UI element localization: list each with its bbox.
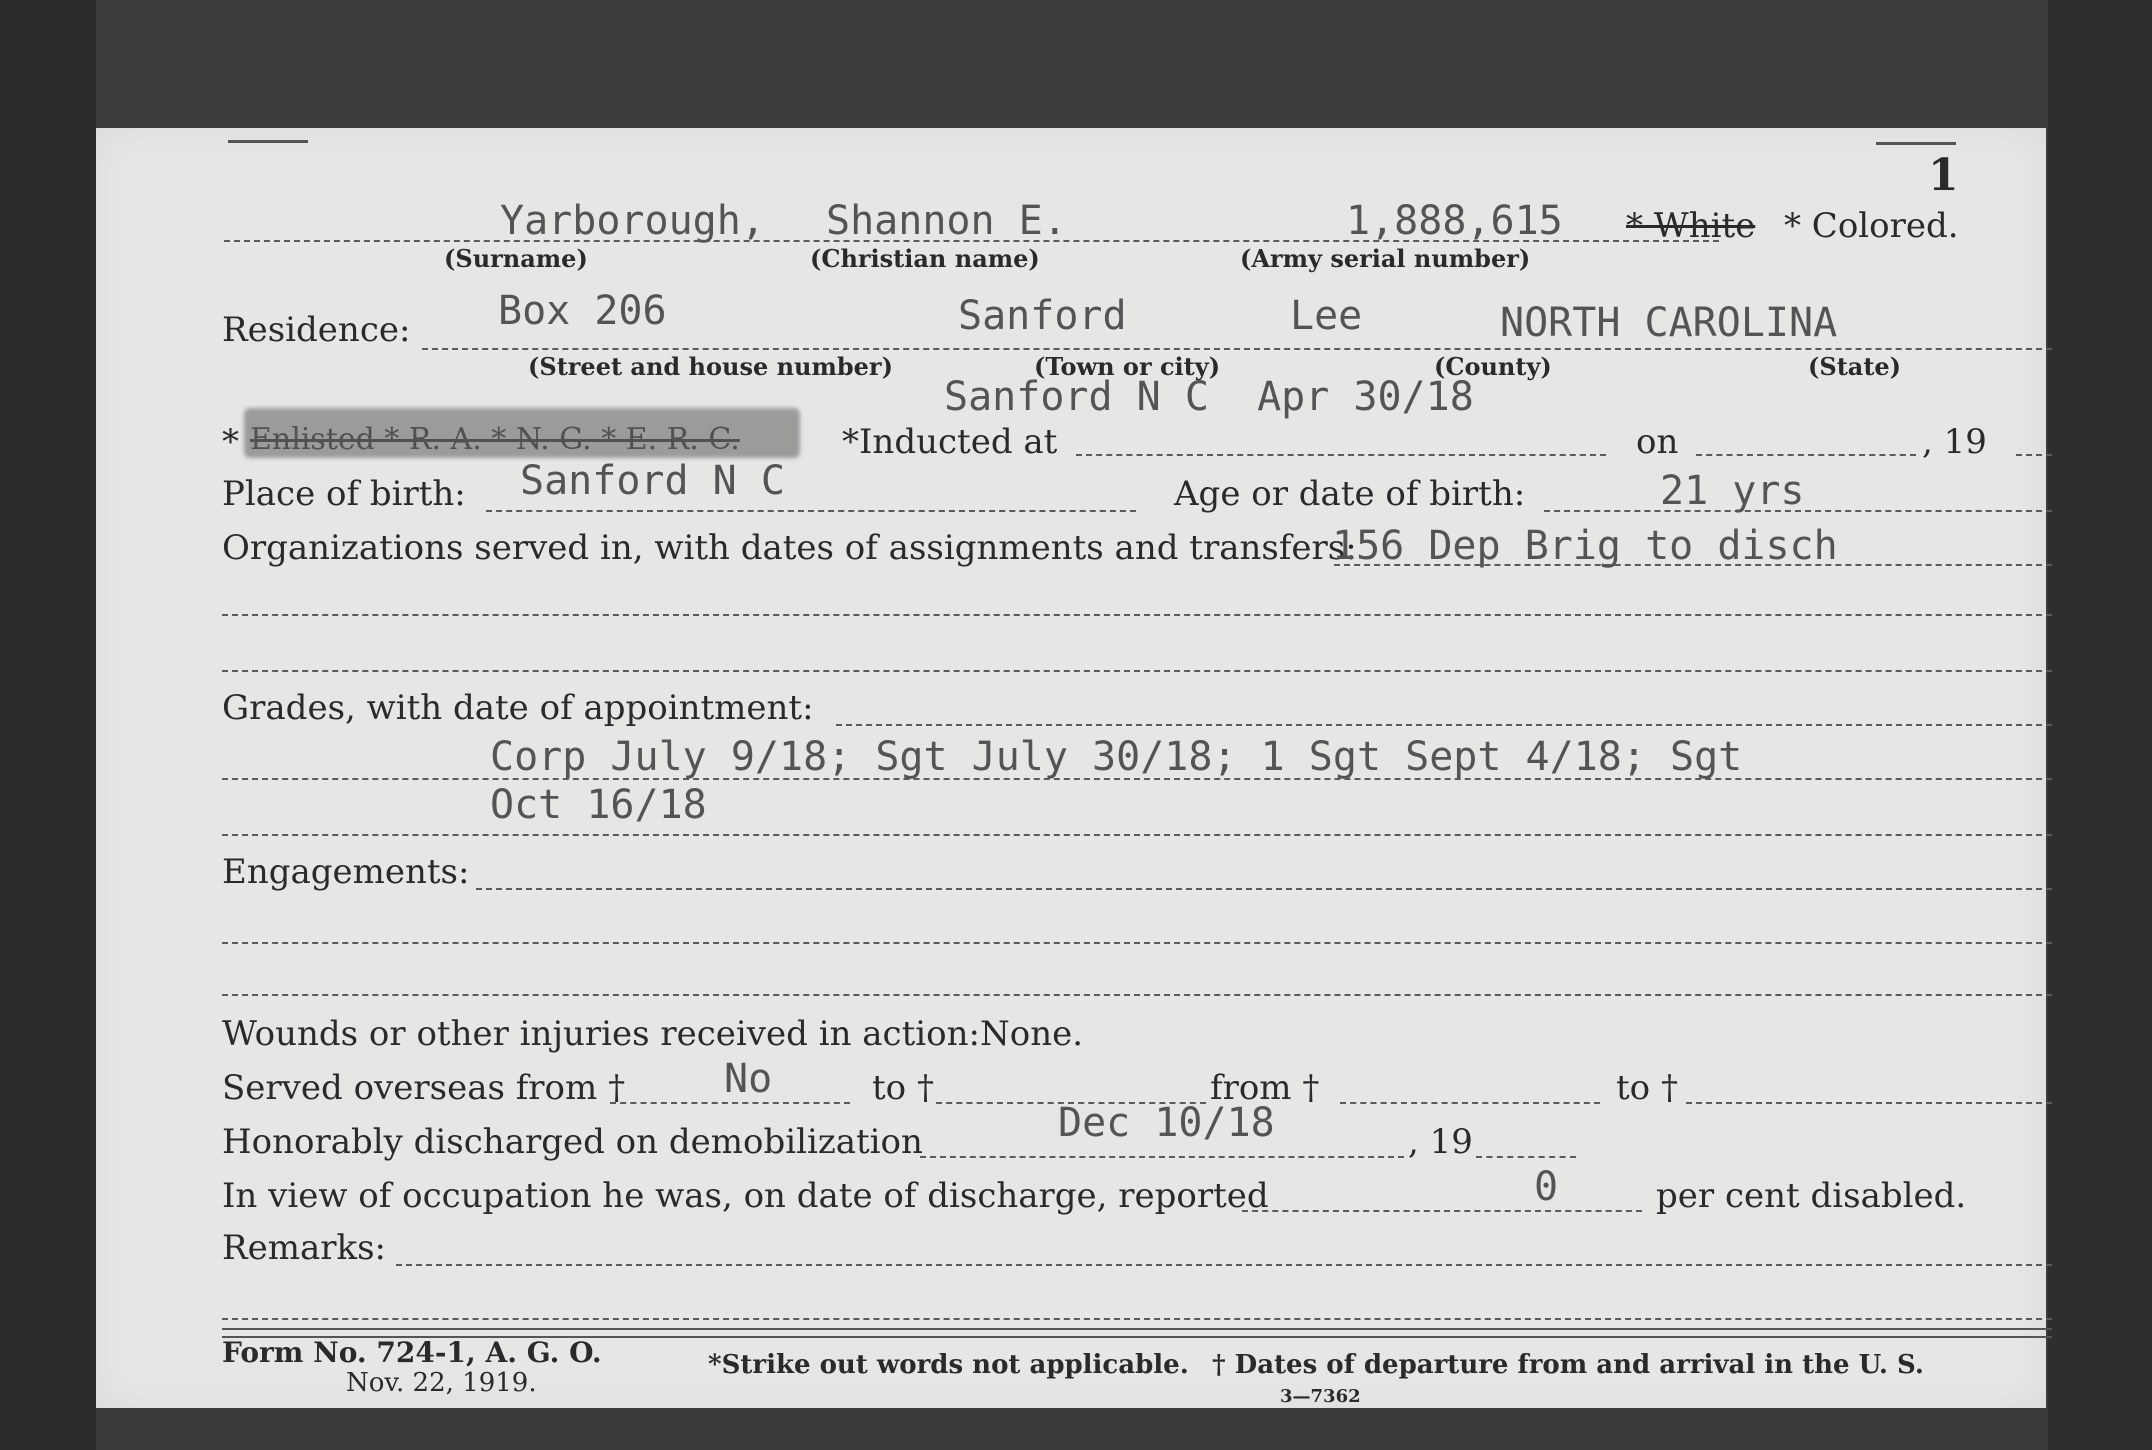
form-number: Form No. 724-1, A. G. O. [222, 1336, 602, 1369]
record-card [96, 128, 2046, 1408]
grades-line-3 [222, 834, 2052, 836]
state-caption: (State) [1808, 352, 1902, 381]
birth-place-value: Sanford N C [520, 458, 785, 504]
overseas-from-value: No [724, 1056, 773, 1102]
residence-label: Residence: [222, 310, 411, 350]
age-label: Age or date of birth: [1174, 474, 1526, 514]
organizations-label: Organizations served in, with dates of assignments and transfers: [222, 528, 1357, 568]
discharge-year-line [1476, 1156, 1576, 1158]
induction-place-date-value: Sanford N C Apr 30/18 [944, 374, 1474, 420]
grades-label: Grades, with date of appointment: [222, 688, 814, 728]
christian-name-caption: (Christian name) [810, 244, 1040, 273]
residence-county-value: Lee [1290, 293, 1363, 339]
corner-mark-left [228, 140, 308, 143]
remarks-line-1 [396, 1264, 2052, 1266]
corner-mark-right [1876, 142, 1956, 145]
discharge-line [920, 1156, 1404, 1158]
organizations-line-3 [222, 670, 2052, 672]
overseas-to2-line [1686, 1102, 2052, 1104]
induction-prefix: * [222, 422, 239, 462]
age-value: 21 yrs [1660, 468, 1805, 514]
county-caption: (County) [1434, 352, 1552, 381]
colored-label: * Colored. [1784, 206, 1959, 246]
organizations-value: 156 Dep Brig to disch [1332, 523, 1838, 569]
white-label [1626, 206, 1755, 246]
organizations-line-2 [222, 614, 2052, 616]
birth-place-line [486, 510, 1136, 512]
inducted-at-label: *Inducted at [842, 422, 1058, 462]
strike-note: *Strike out words not applicable. [708, 1350, 1189, 1380]
overseas-from-label: Served overseas from † [222, 1068, 626, 1108]
inducted-year-line [2016, 454, 2052, 456]
engagements-line-2 [222, 942, 2052, 944]
surname-caption: (Surname) [444, 244, 588, 273]
inducted-on-label: on [1636, 422, 1679, 462]
disability-label: In view of occupation he was, on date of discharge, reported [222, 1176, 1269, 1216]
wounds-label: Wounds or other injuries received in action: [222, 1014, 980, 1054]
engagements-line-1 [476, 888, 2052, 890]
card-number: 1 [1928, 150, 1959, 201]
disability-value: 0 [1534, 1164, 1559, 1210]
discharge-label: Honorably discharged on demobilization [222, 1122, 923, 1162]
serial-number-value: 1,888,615 [1346, 198, 1563, 244]
residence-street-value: Box 206 [498, 288, 667, 334]
white-label-text: * White [1626, 206, 1756, 246]
residence-line [422, 348, 2052, 350]
town-caption: (Town or city) [1034, 352, 1221, 381]
street-caption: (Street and house number) [528, 352, 893, 381]
disability-suffix: per cent disabled. [1656, 1176, 1967, 1216]
engagements-line-3 [222, 994, 2052, 996]
overseas-to2-label: to † [1616, 1068, 1678, 1108]
grades-line-1 [836, 724, 2052, 726]
wounds-value: None. [980, 1014, 1084, 1054]
struck-enlistment-options: Enlisted * R. A. * N. G. * E. R. C. [250, 422, 740, 457]
residence-state-value: NORTH CAROLINA [1500, 300, 1838, 346]
overseas-from-line [610, 1102, 850, 1104]
form-date: Nov. 22, 1919. [346, 1368, 537, 1398]
christian-name-value: Shannon E. [826, 198, 1067, 244]
dates-note: † Dates of departure from and arrival in the U. S. [1212, 1350, 1924, 1380]
discharge-year-label: , 19 [1408, 1122, 1473, 1162]
disability-line [1242, 1210, 1642, 1212]
inducted-year-label: , 19 [1922, 422, 1987, 462]
printer-code: 3—7362 [1280, 1386, 1361, 1407]
birth-place-label: Place of birth: [222, 474, 466, 514]
surname-value: Yarborough, [500, 198, 765, 244]
background-left-edge [0, 0, 96, 1450]
background-top [0, 0, 2152, 128]
remarks-line-2 [222, 1318, 2052, 1320]
overseas-from2-label: from † [1210, 1068, 1320, 1108]
overseas-to-label: to † [872, 1068, 934, 1108]
discharge-date-value: Dec 10/18 [1058, 1100, 1275, 1146]
remarks-label: Remarks: [222, 1228, 386, 1268]
background-right-edge [2048, 0, 2152, 1450]
engagements-label: Engagements: [222, 852, 470, 892]
overseas-from2-line [1340, 1102, 1600, 1104]
serial-number-caption: (Army serial number) [1240, 244, 1531, 273]
footer-rule-top [222, 1328, 2052, 1330]
inducted-at-line [1076, 454, 1606, 456]
grades-value-line-1: Corp July 9/18; Sgt July 30/18; 1 Sgt Sept 4/18; Sgt [490, 734, 1743, 780]
grades-value-line-2: Oct 16/18 [490, 782, 707, 828]
inducted-on-line [1696, 454, 1916, 456]
residence-town-value: Sanford [958, 293, 1127, 339]
